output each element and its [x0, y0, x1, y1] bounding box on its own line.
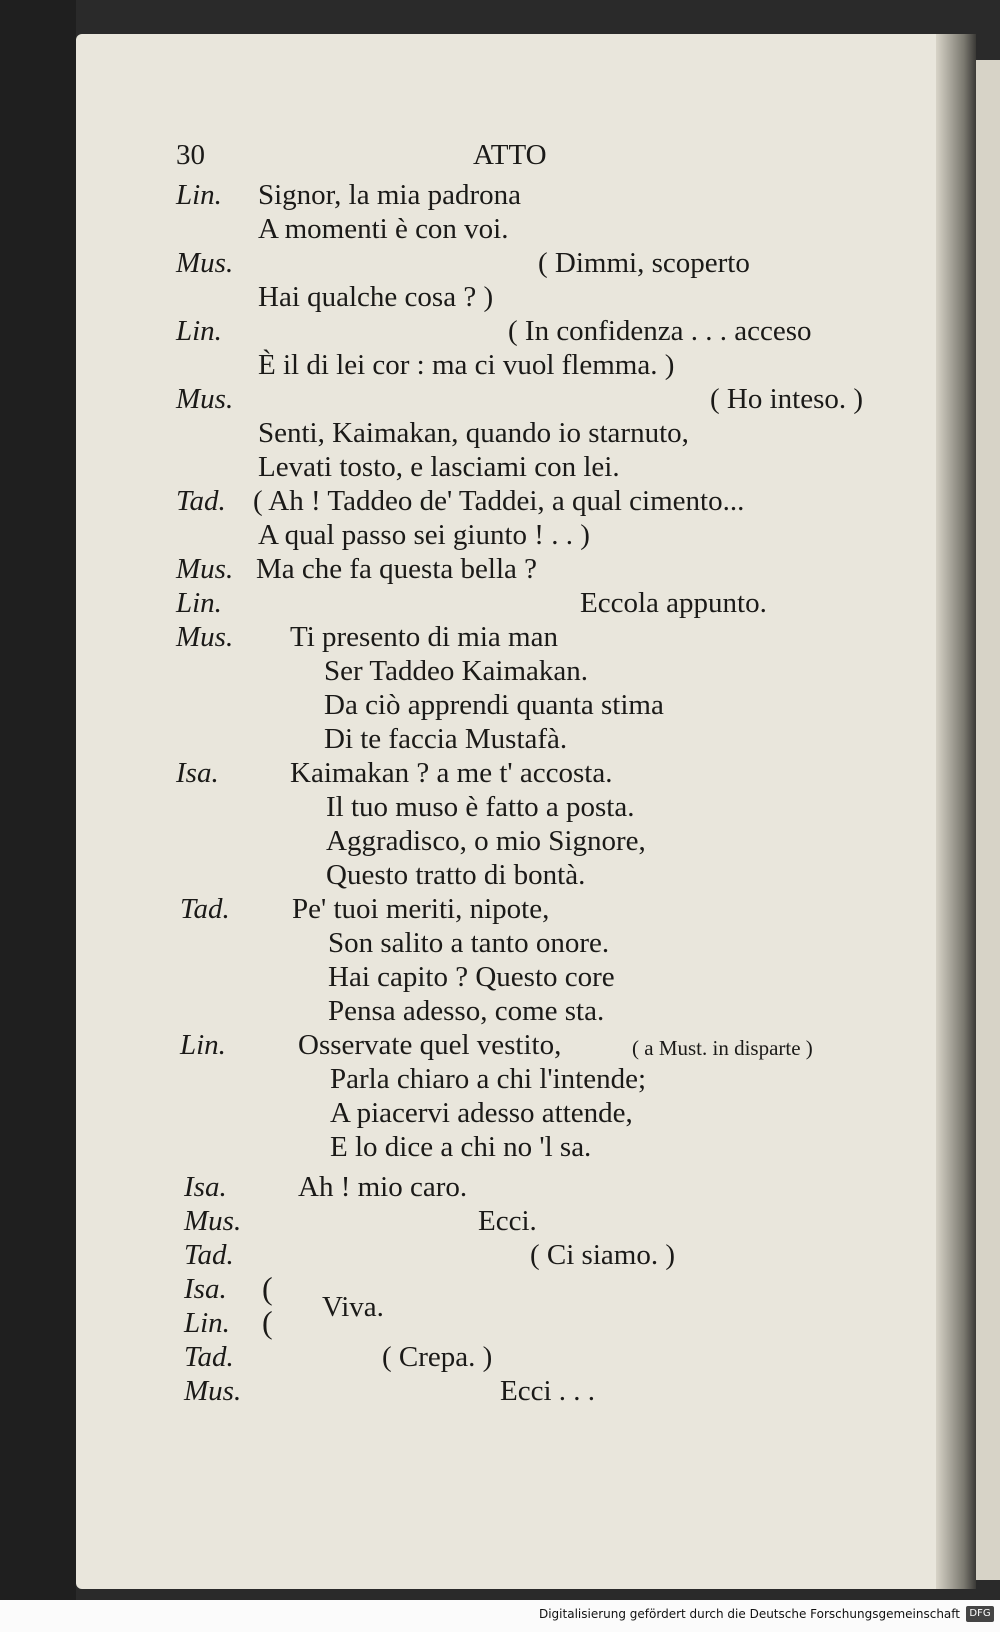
- verse-line: Levati tosto, e lasciami con lei.: [258, 451, 620, 483]
- page-number: 30: [176, 139, 205, 171]
- brace-mark: (: [262, 1304, 273, 1340]
- verse-line: Pe' tuoi meriti, nipote,: [292, 893, 550, 925]
- speaker-label: Mus.: [176, 247, 234, 279]
- verse-line: ( Dimmi, scoperto: [538, 247, 750, 279]
- speaker-label: Isa.: [176, 757, 219, 789]
- verse-line: A piacervi adesso attende,: [330, 1097, 633, 1129]
- speaker-label: Mus.: [184, 1375, 242, 1407]
- verse-line: Ser Taddeo Kaimakan.: [324, 655, 588, 687]
- verse-line: Signor, la mia padrona: [258, 179, 521, 211]
- verse-line: ( Ah ! Taddeo de' Taddei, a qual cimento...: [253, 485, 745, 517]
- verse-line: Hai qualche cosa ? ): [258, 281, 494, 313]
- verse-line: Eccola appunto.: [580, 587, 767, 619]
- speaker-label: Lin.: [176, 587, 222, 619]
- verse-line: Son salito a tanto onore.: [328, 927, 610, 959]
- speaker-label: Tad.: [180, 893, 230, 925]
- verse-line: Osservate quel vestito,: [298, 1029, 562, 1061]
- stage-direction: ( a Must. in disparte ): [632, 1036, 813, 1060]
- verse-line: Da ciò apprendi quanta stima: [324, 689, 664, 721]
- speaker-label: Mus.: [176, 553, 234, 585]
- verse-line: Kaimakan ? a me t' accosta.: [290, 757, 613, 789]
- verse-line: Ti presento di mia man: [290, 621, 558, 653]
- verse-line: Di te faccia Mustafà.: [324, 723, 568, 755]
- speaker-label: Mus.: [184, 1205, 242, 1237]
- verse-line: Viva.: [322, 1291, 384, 1323]
- verse-line: Ecci.: [478, 1205, 537, 1237]
- speaker-label: Tad.: [184, 1341, 234, 1373]
- verse-line: ( Ho inteso. ): [710, 383, 864, 415]
- speaker-label: Isa.: [184, 1273, 227, 1305]
- speaker-label: Mus.: [176, 383, 234, 415]
- verse-line: Il tuo muso è fatto a posta.: [326, 791, 635, 823]
- speaker-label: Isa.: [184, 1171, 227, 1203]
- verse-line: A momenti è con voi.: [258, 213, 509, 245]
- verse-line: ( Crepa. ): [382, 1341, 493, 1373]
- verse-line: Senti, Kaimakan, quando io starnuto,: [258, 417, 689, 449]
- speaker-label: Mus.: [176, 621, 234, 653]
- verse-line: ( In confidenza . . . acceso: [508, 315, 812, 347]
- verse-line: Ma che fa questa bella ?: [256, 553, 537, 585]
- verse-line: Parla chiaro a chi l'intende;: [330, 1063, 647, 1095]
- verse-line: A qual passo sei giunto ! . . ): [258, 519, 590, 551]
- verse-line: Ecci . . .: [500, 1375, 596, 1407]
- book-page: [76, 34, 976, 1589]
- speaker-label: Tad.: [184, 1239, 234, 1271]
- footer-credit: Digitalisierung gefördert durch die Deutsche Forschungsgemeinschaft: [538, 1607, 960, 1621]
- verse-line: Ah ! mio caro.: [298, 1171, 468, 1203]
- next-page-edge: [976, 60, 1000, 1580]
- digitization-footer: [0, 1600, 1000, 1632]
- speaker-label: Lin.: [176, 179, 222, 211]
- dfg-logo: DFG: [966, 1606, 994, 1622]
- speaker-label: Lin.: [176, 315, 222, 347]
- verse-line: Questo tratto di bontà.: [326, 859, 586, 891]
- verse-line: Pensa adesso, come sta.: [328, 995, 605, 1027]
- brace-mark: (: [262, 1270, 273, 1306]
- page-gutter-shadow: [936, 34, 976, 1589]
- book-spine-background: [0, 0, 76, 1632]
- speaker-label: Lin.: [180, 1029, 226, 1061]
- verse-line: ( Ci siamo. ): [530, 1239, 675, 1271]
- verse-line: È il di lei cor : ma ci vuol flemma. ): [258, 349, 675, 381]
- verse-line: Aggradisco, o mio Signore,: [326, 825, 646, 857]
- speaker-label: Lin.: [184, 1307, 230, 1339]
- verse-line: Hai capito ? Questo core: [328, 961, 615, 993]
- running-title: ATTO: [473, 139, 547, 171]
- speaker-label: Tad.: [176, 485, 226, 517]
- verse-line: E lo dice a chi no 'l sa.: [330, 1131, 592, 1163]
